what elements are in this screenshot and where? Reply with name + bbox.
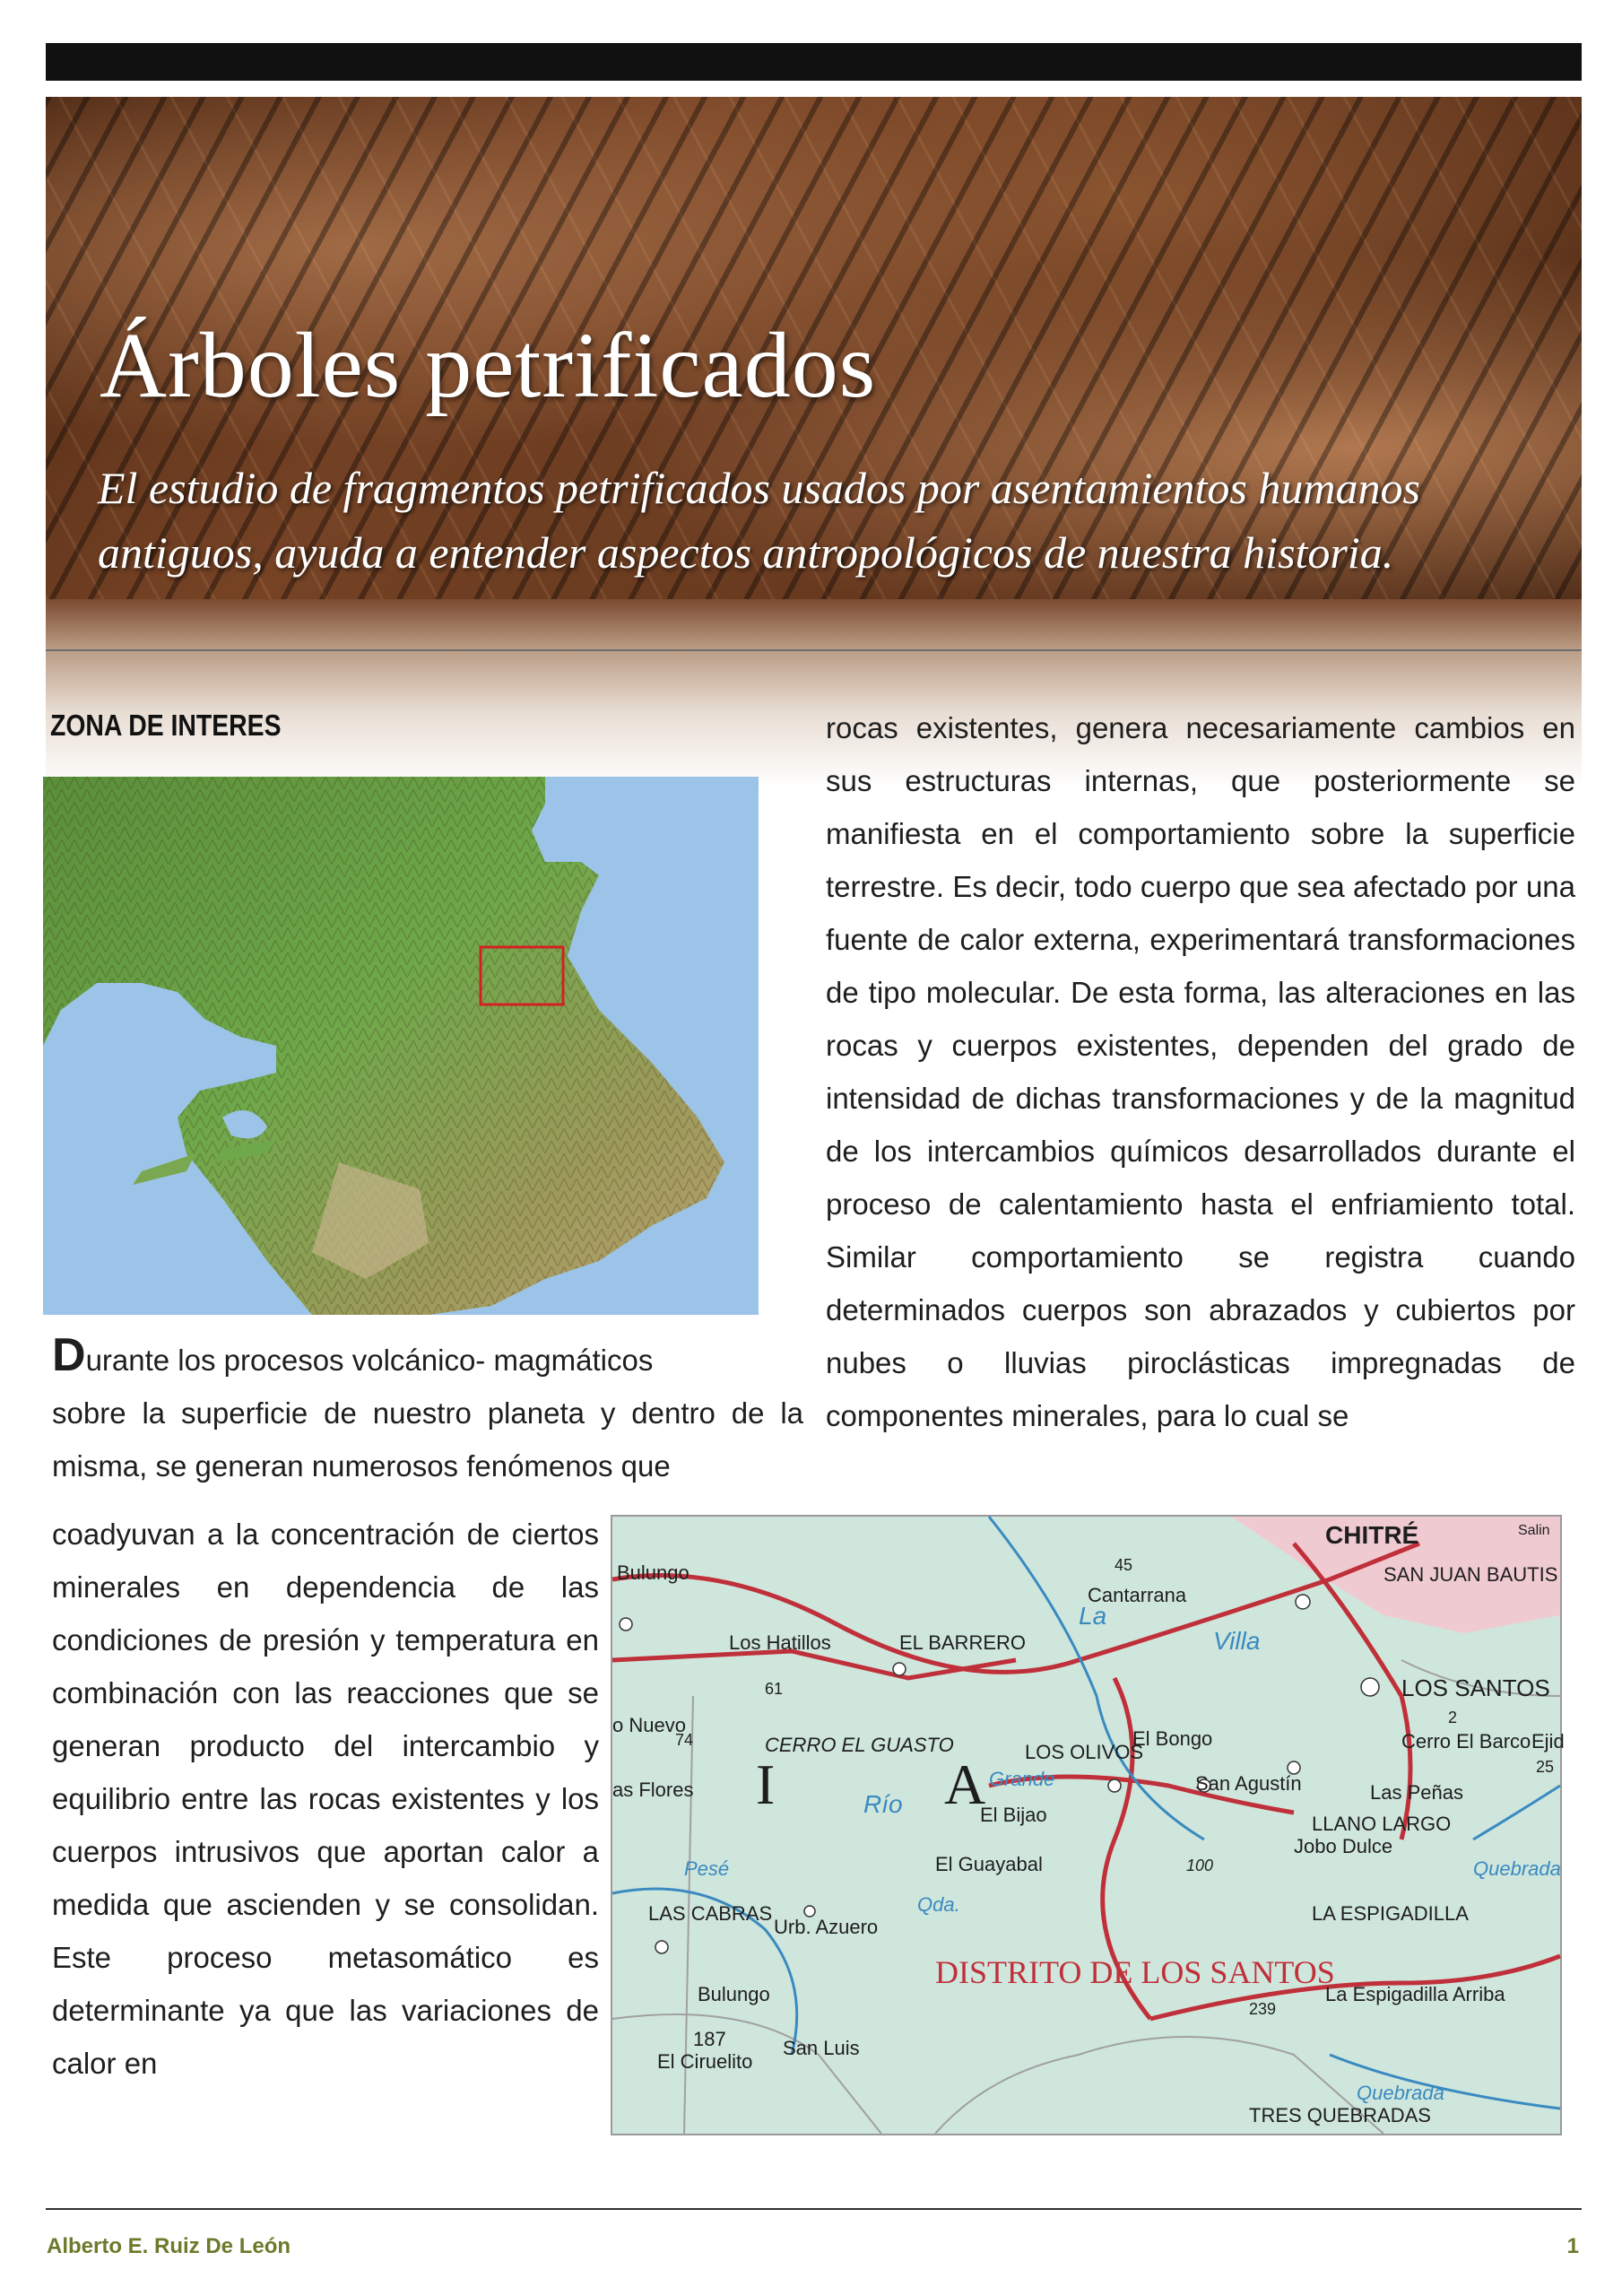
map-label: San Agustín [1195,1772,1302,1795]
page-title: Árboles petrificados [100,314,877,417]
map-label: La Espigadilla Arriba [1325,1983,1505,2005]
map-label: o Nuevo [612,1714,686,1736]
map-label: I [756,1752,776,1816]
map-label: 239 [1249,2000,1277,2018]
footer-rule [46,2208,1582,2210]
drop-cap: D [52,1329,86,1381]
map-label: LOS SANTOS [1401,1674,1550,1701]
map-label: DISTRITO DE LOS SANTOS [935,1954,1335,1990]
map-label: Salin [1518,1523,1550,1538]
road-map-svg [612,1517,1565,2134]
map-label: Las Peñas [1370,1781,1463,1804]
map-label: EL BARRERO [899,1631,1027,1654]
map-label: El Bijao [980,1804,1047,1826]
relief-map-svg [43,777,759,1315]
article-right-column [826,701,1575,1442]
map-label: 100 [1186,1857,1214,1874]
map-label: 25 [1536,1758,1555,1776]
map-label: CHITRÉ [1325,1521,1419,1549]
page-subtitle: El estudio de fragmentos petrificados usados por asentamientos humanos antiguos, ayuda a entender aspectos antropológicos de nuestra historia. [98,463,1420,578]
map-label: Quebrada [1473,1857,1561,1880]
article-left-narrow [52,1508,599,2090]
map-label: San Luis [783,2037,860,2059]
header-rule [46,649,1582,651]
map-label: 45 [1115,1556,1133,1574]
right-column-text: rocas existentes, genera necesariamente cambios en sus estructuras internas, que posteriormente se manifiesta en el comportamiento sobre la superficie terrestre. Es decir, todo cuerpo que sea afectado por una fuente de calor externa, experimentará transformaciones de tipo molecular. De esta forma, las alteraciones en las rocas y cuerpos existentes, dependen del grado de intensidad de dichas transformaciones y de la magnitud de los intercambios químicos desarrollados durante el proceso de calentamiento hasta el enfriamiento total. Similar comportamiento se registra cuando determinados cuerpos son abrazados y cubiertos por nubes o lluvias piroclásticas impregnadas de componentes minerales, para lo cual se [826,711,1575,1432]
map-label: TRES QUEBRADAS [1249,2104,1431,2126]
map-label: Urb. Azuero [774,1916,879,1938]
map-label: A [944,1752,986,1816]
left-full-text: sobre la superficie de nuestro planeta y dentro de la misma, se generan numerosos fenómenos que [52,1396,803,1483]
map-label: Villa [1213,1627,1261,1655]
map-label: Los Hatillos [729,1631,831,1654]
map-label: 2 [1448,1709,1458,1726]
map-label: 74 [675,1731,694,1749]
lead-paragraph [52,1329,803,1492]
footer-author: Alberto E. Ruiz De León [47,2234,291,2258]
map-label: CERRO EL GUASTO [765,1734,954,1756]
lead-text: urante los procesos volcánico- magmáticos [85,1344,654,1377]
map-label: Jobo Dulce [1294,1835,1393,1857]
map-label: Pesé [684,1857,730,1880]
map-label: LA ESPIGADILLA [1312,1902,1469,1925]
map-label: 187 [693,2028,726,2050]
map-label: LAS CABRAS [648,1902,773,1925]
map-label: Bulungo [617,1561,690,1584]
article-left-column [52,1329,803,1492]
map-label: Grande [989,1768,1055,1790]
map-label: SAN JUAN BAUTIS [1383,1563,1558,1586]
map-label: Río [863,1790,903,1818]
map-label: Cantarrana [1088,1584,1187,1606]
page-number: 1 [1566,2234,1579,2258]
relief-map-image [43,777,759,1315]
map-label: Qda. [917,1893,960,1916]
map-label: Cerro El Barco [1401,1730,1531,1752]
map-label: El Ciruelito [657,2050,753,2073]
map-label: as Flores [612,1779,694,1801]
left-narrow-text: coadyuvan a la concentración de ciertos minerales en dependencia de las condiciones de presión y temperatura en combinación con las reacciones que se generan producto del intercambio y equilibrio entre las rocas existentes y los cuerpos intrusivos que aportan calor a medida que ascienden y se consolidan. Este proceso metasomático es determinante ya que las variaciones de calor en [52,1518,599,2080]
map-label: Ejid [1531,1730,1565,1752]
map-label: LOS OLIVOS [1025,1741,1144,1763]
map-label: LLANO LARGO [1312,1813,1452,1835]
map-label: 61 [765,1680,784,1698]
top-bar [46,43,1582,81]
map-label: El Guayabal [935,1853,1043,1875]
map-label: La [1079,1602,1107,1630]
road-map-image [611,1515,1565,2135]
hero-banner [46,97,1582,599]
section-heading: ZONA DE INTERES [50,709,282,742]
map-label: Quebrada [1357,2082,1444,2104]
map-label: El Bongo [1132,1727,1213,1750]
map-label: Bulungo [698,1983,770,2005]
